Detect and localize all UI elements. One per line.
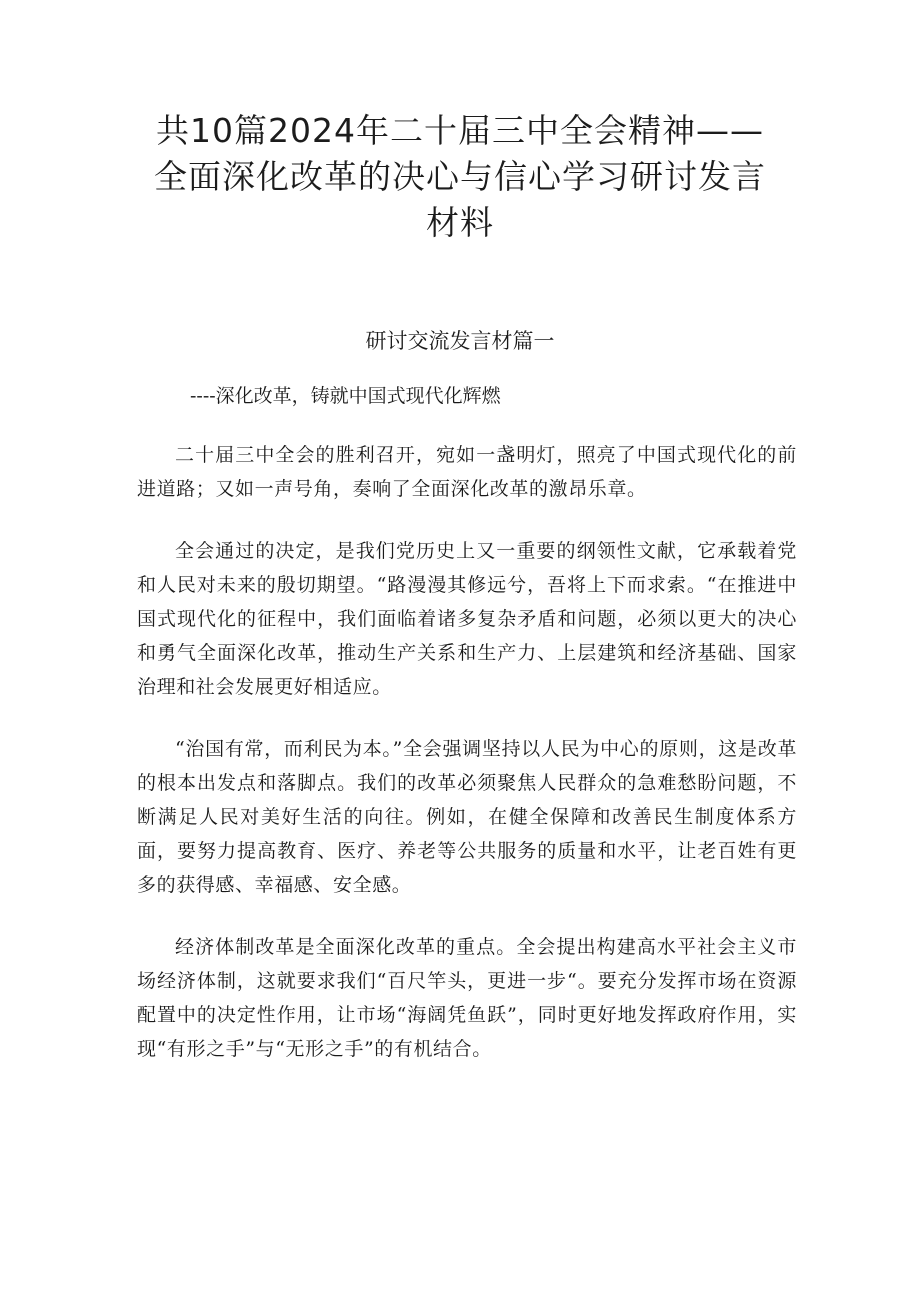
paragraph: 经济体制改革是全面深化改革的重点。全会提出构建高水平社会主义市场经济体制，这就要求我们“百尺竿头，更进一步“。要充分发挥市场在资源配置中的决定性作用，让市场“海阔凭鱼跃”，同时更好地发挥政府作用，实现“有形之手”与“无形之手”的有机结合。 (137, 936, 797, 1060)
document-body (137, 438, 797, 1094)
title-line-2: 全面深化改革的决心与信心学习研讨发言 (154, 157, 766, 196)
section-subtitle: ----深化改革，铸就中国式现代化辉燃 (190, 385, 501, 407)
paragraph: 全会通过的决定，是我们党历史上又一重要的纲领性文献，它承载着党和人民对未来的殷切期望。“路漫漫其修远兮，吾将上下而求索。“在推进中国式现代化的征程中，我们面临着诸多复杂矛盾和问题，必须以更大的决心和勇气全面深化改革，推动生产关系和生产力、上层建筑和经济基础、国家治理和社会发展更好相适应。 (137, 540, 797, 698)
title-line-3: 材料 (426, 203, 494, 242)
paragraph: 二十届三中全会的胜利召开，宛如一盏明灯，照亮了中国式现代化的前进道路；又如一声号角，奏响了全面深化改革的激昂乐章。 (137, 444, 797, 500)
document-title (90, 108, 830, 246)
paragraph: “治国有常，而利民为本。”全会强调坚持以人民为中心的原则，这是改革的根本出发点和落脚点。我们的改革必须聚焦人民群众的急难愁盼问题，不断满足人民对美好生活的向往。例如，在健全保障和改善民生制度体系方面，要努力提高教育、医疗、养老等公共服务的质量和水平，让老百姓有更多的获得感、幸福感、安全感。 (137, 738, 797, 896)
section-heading: 研讨交流发言材篇一 (365, 329, 555, 353)
title-line-1: 共10篇2024年二十届三中全会精神—— (156, 111, 764, 150)
